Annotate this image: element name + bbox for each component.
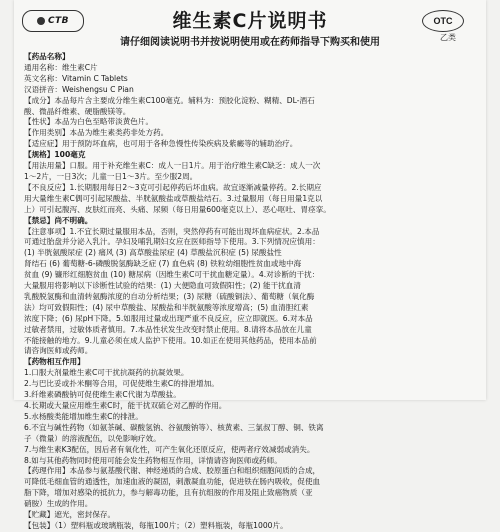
text-line: 贫血 (9) 镰形红细胞贫血 (10) 糖尿病（因维生素C可干扰血糖定量）。4.对诊断的干扰： (24, 270, 320, 280)
text-line: 【用法用量】口服。用于补充维生素C：成人一日1片。用于治疗维生素C缺乏：成人一次 (24, 161, 321, 171)
text-line: 通用名称：维生素C片 (24, 62, 98, 72)
text-line: 法）均可致假阳性；(4) 尿中草酸盐、尿酸盐和半胱氨酸等浓度增高；(5) 血清胆红素 (24, 302, 309, 312)
text-line: 1.口服大剂量维生素C可干扰抗凝药的抗凝效果。 (24, 368, 189, 378)
text-line: 过敏者禁用，过敏体质者慎用。7.本品性状发生改变时禁止使用。8.请将本品放在儿童 (24, 324, 312, 334)
text-line: 【作用类别】本品为维生素类药非处方药。 (24, 128, 169, 138)
text-line: 酸、微晶纤维素、硬脂酸镁等。 (24, 106, 131, 116)
text-line: 【不良反应】1.长期服用每日2～3克可引起停药后坏血病。故宜逐渐减量停药。2.长期应 (24, 182, 322, 192)
text-line: 不能接触的地方。9.儿童必须在成人监护下使用。10.如正在使用其他药品，使用本品前 (24, 335, 317, 345)
otc-class-label: 乙类 (440, 33, 456, 42)
text-line: 【规格】100毫克 (24, 150, 86, 160)
document-subtitle: 请仔细阅读说明书并按说明使用或在药师指导下购买和使用 (120, 37, 380, 48)
text-line: 【药物相互作用】 (24, 357, 85, 367)
text-line: (1) 半胱氨酸尿症 (2) 痛风 (3) 高草酸盐尿症 (4) 草酸盐沉积症 (5) 尿酸盐性 (24, 248, 282, 258)
text-line: 上）可引起腹泻、皮肤红而亮、头痛、尿频（每日用量600毫克以上）、恶心呕吐、胃痉挛。 (24, 204, 331, 214)
text-line: 硝胺）生成的作用。 (24, 499, 93, 509)
text-line: 请咨询医师或药师。 (24, 346, 93, 356)
text-line: 6.不宜与碱性药物（如氨茶碱、碳酸氢钠、谷氨酸钠等）、核黄素、三氯叔丁醇、铜、铁离 (24, 422, 324, 432)
text-line: 脂下降，增加对感染的抵抗力，参与解毒功能，且有抗组胺的作用及阻止致癌物质（亚 (24, 488, 313, 498)
otc-badge: OTC (422, 10, 464, 32)
text-line: 3.纤维素磷酸钠可促使维生素C代谢为草酸盐。 (24, 390, 181, 400)
text-line: 汉语拼音：Weishengsu C Pian (24, 84, 134, 94)
text-line: 【禁忌】尚不明确。 (24, 215, 93, 225)
text-line: 【注意事项】1.不宜长期过量服用本品，否则，突然停药有可能出现坏血病症状。2.本品 (24, 226, 320, 236)
text-line: 可降低毛细血管的通透性，加速血液的凝固，刺激凝血功能，促进铁在肠内吸收，促使血 (24, 477, 321, 487)
text-line: 乳酸脱氢酶和血清转氨酶浓度的自动分析结果；(3) 尿糖（硫酸铜法）、葡萄糖（氧化酶 (24, 291, 315, 301)
text-line: 【药理作用】本品参与氨基酸代谢、神经递质的合成、胶原蛋白和组织细胞间质的合成， (24, 466, 321, 476)
text-line: 用大量维生素C偶可引起尿酸盐、半胱氨酸盐或草酸盐结石。3.过量服用（每日用量1克以 (24, 193, 323, 203)
text-line: 2.与巴比妥或扑米酮等合用，可促使维生素C的排泄增加。 (24, 379, 219, 389)
text-line: 8.如与其他药物同时使用可能会发生药物相互作用，详情请咨询医师或药师。 (24, 455, 282, 465)
text-line: 5.水杨酸类能增加维生素C的排泄。 (24, 411, 143, 421)
text-line: 4.长期或大量应用维生素C时，能干扰双硫仑对乙醇的作用。 (24, 401, 227, 410)
text-line: 【性状】本品为白色至略带淡黄色片。 (24, 117, 154, 127)
logo-text: CTB (47, 16, 70, 26)
instruction-sheet (14, 0, 486, 530)
text-line: 子（微量）的溶液配伍，以免影响疗效。 (24, 433, 161, 443)
document-title: 维生素C片说明书 (172, 10, 328, 32)
instruction-body (24, 52, 476, 532)
sheet-header (14, 0, 486, 58)
text-line: 肾结石 (6) 葡萄糖-6-磷酸脱氢酶缺乏症 (7) 血色病 (8) 铁粒幼细胞性贫血或地中海 (24, 259, 302, 269)
text-line: 大量服用将影响以下诊断性试验的结果：(1) 大便隐血可致假阳性；(2) 能干扰血清 (24, 281, 301, 291)
text-line: 浓度下降；(6) 尿pH下降。5.如服用过量或出现严重不良反应，应立即就医。6.对本品 (24, 313, 313, 323)
text-line: 【包装】（1）塑料瓶或玻璃瓶装，每瓶100片；（2）塑料瓶装，每瓶1000片。 (24, 520, 288, 530)
text-line: 7.与维生素K3配伍，因后者有氧化性，可产生氧化还原反应，使两者疗效减弱或消失。 (24, 444, 315, 454)
text-line: 【贮藏】遮光，密封保存。 (24, 510, 116, 520)
text-line: 【适应症】用于预防坏血病，也可用于各种急慢性传染疾病及紫癜等的辅助治疗。 (24, 139, 298, 149)
text-line: 可通过胎盘并分泌入乳汁。孕妇及哺乳期妇女应在医师指导下使用。3.下列情况应慎用： (24, 237, 320, 247)
text-line: 1～2片，一日3次；儿童一日1～3片。至少服2周。 (24, 171, 198, 181)
text-line: 英文名称：Vitamin C Tablets (24, 73, 128, 83)
text-line: 【成分】本品每片含主要成分维生素C100毫克。辅料为：预胶化淀粉、糊精、DL-酒石 (24, 95, 315, 105)
text-line: 【药品名称】 (24, 52, 70, 61)
